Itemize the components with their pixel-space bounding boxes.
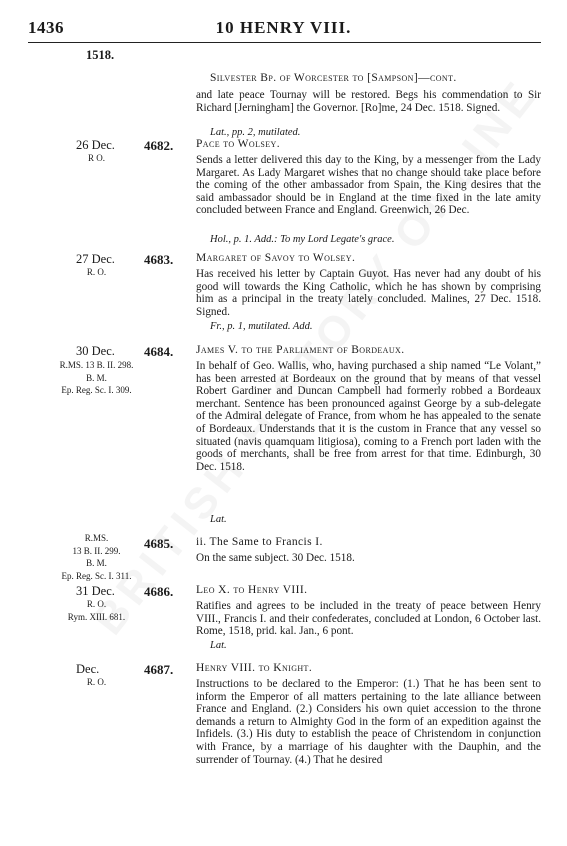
entry-number: 4682. (144, 138, 174, 153)
entry-number: 4685. (144, 536, 174, 551)
entry-source: R O. (87, 153, 105, 163)
entry-heading: Pace to Wolsey. (196, 138, 280, 150)
entry-date: 30 Dec. (76, 344, 115, 358)
year-label: 1518. (86, 48, 115, 62)
entry-heading: Leo X. to Henry VIII. (196, 584, 308, 596)
page-header (0, 18, 567, 40)
entry-number: 4684. (144, 344, 174, 359)
entry-heading: Silvester Bp. of Worcester to [Sampson]—cont. (210, 72, 457, 84)
entry-date: 31 Dec. (76, 584, 115, 598)
entry-source: R. O. (86, 677, 107, 687)
entry-body: Has received his letter by Captain Guyot. Has never had any doubt of his good will towards the King Catholic, which he has shown by comprising him as a principal in the treaty lately concluded. Malines, 27 Dec. 1518. Signed. (196, 268, 541, 318)
running-title: 10 HENRY VIII. (215, 18, 352, 37)
entry-body: Sends a letter delivered this day to the King, by a messenger from the Lady Margaret. As Lady Margaret wishes that no change should take place before the coming of the other ambassador from Spain, the King desires that the said ambassador should be in England at the time fixed in the late amity concluded between France and England. Greenwich, 26 Dec. (196, 154, 541, 217)
entry-date: 27 Dec. (76, 252, 115, 266)
entry-note: Lat. (210, 514, 227, 525)
entry-number: 4686. (144, 584, 174, 599)
entry-heading: Margaret of Savoy to Wolsey. (196, 252, 356, 264)
entry-body: Ratifies and agrees to be included in the treaty of peace between Henry VIII., Francis I. and their confederates, concluded at London, 6 October last. Rome, 1518, prid. kal. Jan., 6 pont. (196, 600, 541, 638)
entry-note: Lat. (210, 640, 227, 651)
entry-source: R. O. Rym. XIII. 681. (67, 599, 126, 622)
page-number: 1436 (28, 18, 64, 37)
entry-number: 4687. (144, 662, 174, 677)
entry-note: Hol., p. 1. Add.: To my Lord Legate's grace. (210, 234, 395, 245)
entry-number: 4683. (144, 252, 174, 267)
header-rule (28, 42, 541, 43)
entry-heading: ii. The Same to Francis I. (196, 536, 323, 548)
entry-note: Fr., p. 1, mutilated. Add. (210, 321, 313, 332)
entry-body: On the same subject. 30 Dec. 1518. (196, 552, 355, 564)
entry-date: Dec. (76, 662, 100, 676)
entry-source: R. O. (86, 267, 107, 277)
entry-heading: Henry VIII. to Knight. (196, 662, 313, 674)
entry-body: In behalf of Geo. Wallis, who, having purchased a ship named “Le Volant,” has been arrested at Bordeaux on the ground that by means of that vessel Robert Gardiner and Duncan Campbell had formerly robbed a Bordeaux merchant. Sentence has been pronounced against George by a sub-delegate of the Admiral delegate of France, from whom he has appealed to the senate of Bordeaux. Understands that it is the custom in France that any vessel so situated (navis quamquam litigiosa), coming to a French port laden with the goods of merchants, shall be free from arrest for that time. Edinburgh, 30 Dec. 1518. (196, 360, 541, 473)
entry-source: R.MS. 13 B. II. 298. B. M. Ep. Reg. Sc. I. 309. (59, 360, 134, 395)
entry-body: and late peace Tournay will be restored. Begs his commendation to Sir Richard [Jerningham] the Governor. [Ro]me, 24 Dec. 1518. Signed. (196, 89, 541, 114)
entry-body: Instructions to be declared to the Emperor: (1.) That he has been sent to inform the Emperor of all matters pertaining to the late alliance between France and England. (2.) Considers his own quiet accession to the throne demands a return to Almighty God in the form of an expedition against the Infidels. (3.) His duty to establish the peace of Christendom in conjunction with France, by a marriage of his daughter with the Dauphin, and the surrender of Tournay. (4.) That he desired (196, 678, 541, 766)
entry-note: Lat., pp. 2, mutilated. (210, 127, 301, 138)
entry-heading: James V. to the Parliament of Bordeaux. (196, 344, 405, 356)
entry-date: 26 Dec. (76, 138, 115, 152)
entry-source: R.MS. 13 B. II. 299. B. M. Ep. Reg. Sc. I. 311. (61, 533, 132, 581)
